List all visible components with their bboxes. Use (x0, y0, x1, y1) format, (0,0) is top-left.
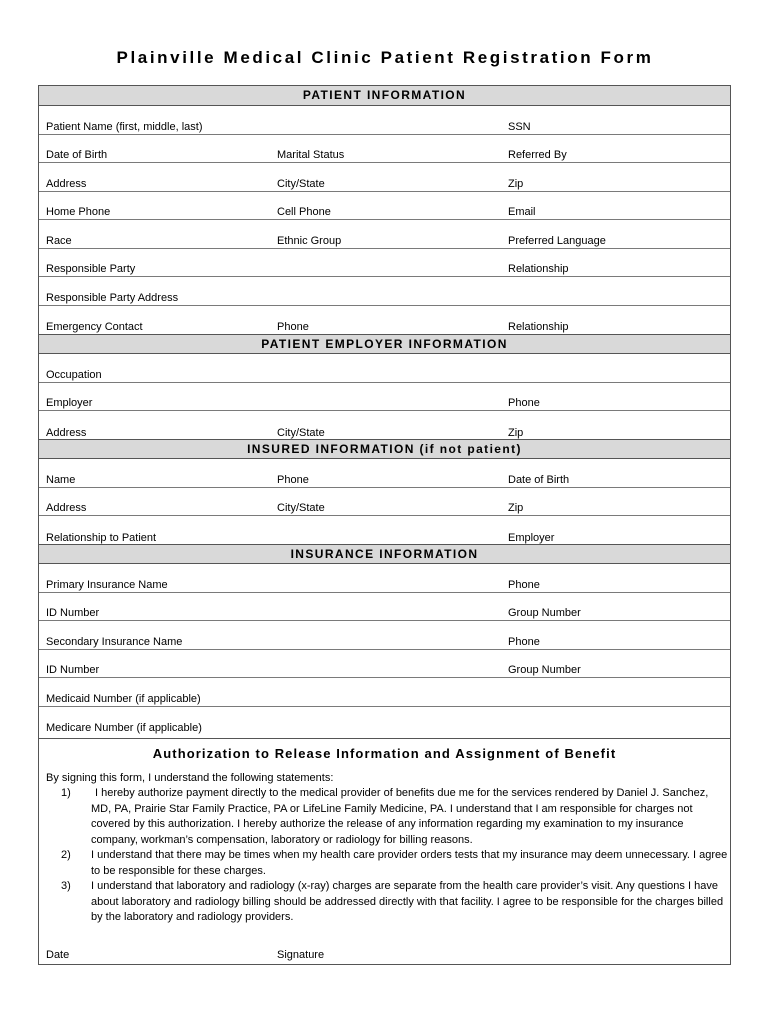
field-label-address: Address (46, 426, 87, 439)
field-row[interactable] (39, 621, 730, 650)
field-label-medicaid-number: Medicaid Number (if applicable) (46, 692, 201, 705)
statement-number: 3) (61, 880, 71, 892)
statement-text: I hereby authorize payment directly to the medical provider of benefits due me for the services rendered by Daniel J. Sanchez, MD, PA, Prairie Star Family Practice, PA or LifeLine Family Medicine, PA. I understand that I am responsible for charges not covered by this authorization. I hereby authorize the release of any information regarding my examination to my insurance company, workman’s compensation, laboratory or radiology for billing reasons. (91, 787, 709, 846)
field-label-name: Name (46, 473, 76, 486)
section-header-patient-employer-information: PATIENT EMPLOYER INFORMATION (39, 334, 730, 354)
field-row[interactable] (39, 678, 730, 707)
form-title: Plainville Medical Clinic Patient Registration Form (116, 48, 654, 67)
field-row[interactable] (39, 249, 730, 278)
signature-row[interactable] (39, 946, 730, 964)
signature-label: Signature (277, 949, 325, 961)
field-row[interactable] (39, 106, 730, 135)
field-label-id-number: ID Number (46, 664, 100, 676)
field-label-date-of-birth: Date of Birth (46, 149, 108, 161)
field-label-secondary-insurance-name: Secondary Insurance Name (46, 635, 183, 648)
field-row[interactable] (39, 163, 730, 192)
authorization-title: Authorization to Release Information and Assignment of Benefit (152, 746, 617, 761)
field-label-race: Race (46, 234, 72, 247)
field-label-ethnic-group: Ethnic Group (277, 234, 342, 247)
field-label-cell-phone: Cell Phone (277, 206, 331, 218)
field-label-group-number: Group Number (508, 664, 581, 676)
statement-number: 2) (61, 849, 71, 861)
field-row[interactable] (39, 306, 730, 335)
field-row[interactable] (39, 277, 730, 306)
field-row[interactable] (39, 593, 730, 622)
field-label-group-number: Group Number (508, 607, 581, 619)
section-header-insured-information: INSURED INFORMATION (if not patient) (39, 439, 730, 459)
field-row[interactable] (39, 488, 730, 517)
field-label-relationship: Relationship (508, 321, 569, 333)
authorization-intro: By signing this form, I understand the following statements: (46, 772, 334, 784)
field-label-phone: Phone (508, 397, 540, 409)
date-label: Date (46, 949, 70, 961)
field-row[interactable] (39, 707, 730, 740)
field-label-occupation: Occupation (46, 368, 102, 381)
field-row[interactable] (39, 354, 730, 383)
field-label-relationship: Relationship (508, 263, 569, 275)
field-row[interactable] (39, 411, 730, 440)
registration-form (38, 85, 731, 965)
field-label-emergency-contact: Emergency Contact (46, 321, 143, 333)
statement-text: I understand that laboratory and radiology (x-ray) charges are separate from the health care provider’s visit. Any questions I have about laboratory and radiology billing should be addressed directly with that facility. I agree to be responsible for the charges billed by the laboratory and radiology providers. (91, 880, 724, 923)
field-row[interactable] (39, 192, 730, 221)
field-label-medicare-number: Medicare Number (if applicable) (46, 722, 202, 734)
field-row[interactable] (39, 220, 730, 249)
field-label-city-state: City/State (277, 426, 325, 439)
section-header-insurance-information: INSURANCE INFORMATION (39, 544, 730, 564)
field-row[interactable] (39, 459, 730, 488)
field-label-email: Email (508, 206, 536, 218)
field-label-ssn: SSN (508, 120, 531, 133)
field-label-phone: Phone (508, 635, 540, 648)
field-label-home-phone: Home Phone (46, 206, 111, 218)
field-label-responsible-party: Responsible Party (46, 263, 136, 275)
section-header-patient-information: PATIENT INFORMATION (39, 86, 730, 106)
field-row[interactable] (39, 564, 730, 593)
field-label-relationship-to-patient: Relationship to Patient (46, 531, 157, 544)
statement-number: 1) (61, 787, 71, 799)
field-label-address: Address (46, 502, 87, 514)
field-row[interactable] (39, 383, 730, 412)
field-label-employer: Employer (508, 531, 555, 544)
field-label-primary-insurance-name: Primary Insurance Name (46, 578, 168, 591)
field-label-zip: Zip (508, 426, 524, 439)
field-label-date-of-birth: Date of Birth (508, 473, 570, 486)
field-label-id-number: ID Number (46, 607, 100, 619)
field-label-city-state: City/State (277, 502, 325, 514)
field-label-preferred-language: Preferred Language (508, 234, 606, 247)
statement-text: I understand that there may be times when my health care provider orders tests that my insurance may deem unnecessary. I agree to be responsible for these charges. (91, 849, 728, 877)
field-label-phone: Phone (277, 473, 309, 486)
field-label-city-state: City/State (277, 177, 325, 190)
field-label-employer: Employer (46, 397, 93, 409)
field-label-address: Address (46, 177, 87, 190)
field-label-referred-by: Referred By (508, 149, 567, 161)
field-label-zip: Zip (508, 177, 524, 190)
field-label-phone: Phone (508, 578, 540, 591)
field-row[interactable] (39, 650, 730, 679)
field-label-marital-status: Marital Status (277, 149, 345, 161)
field-row[interactable] (39, 516, 730, 545)
field-label-phone: Phone (277, 321, 309, 333)
field-row[interactable] (39, 135, 730, 164)
field-label-responsible-party-address: Responsible Party Address (46, 291, 179, 304)
field-label-patient-name: Patient Name (first, middle, last) (46, 120, 203, 133)
field-label-zip: Zip (508, 502, 524, 514)
